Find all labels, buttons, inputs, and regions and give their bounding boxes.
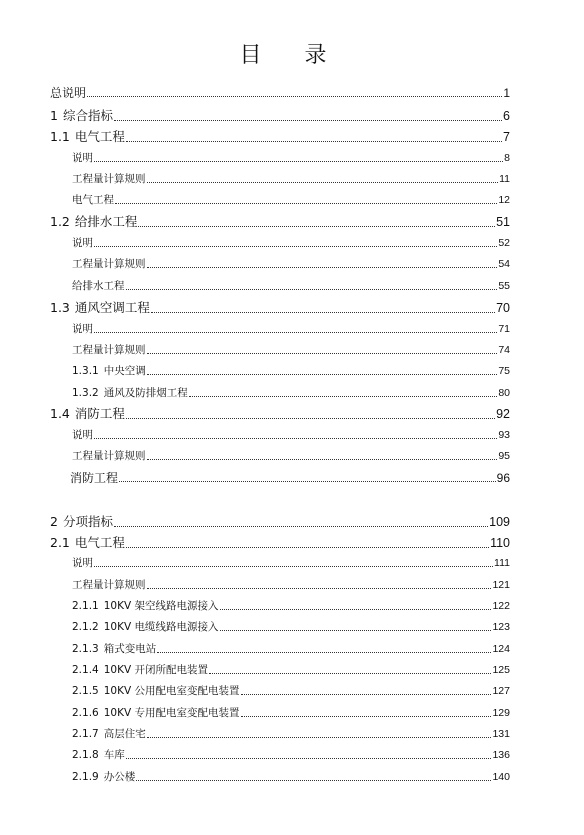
toc-entry[interactable] — [72, 281, 510, 292]
dot-leader — [220, 630, 492, 631]
toc-entry-text: 说明 — [72, 323, 93, 335]
toc-entry-page-number: 110 — [490, 536, 510, 550]
toc-entry-label — [72, 238, 93, 249]
toc-entry-number: 1.3 — [50, 300, 70, 315]
toc-entry-number: 1.3.2 — [72, 387, 99, 399]
toc-entry[interactable] — [72, 580, 510, 591]
toc-entry-text: 办公楼 — [103, 771, 136, 783]
dot-leader — [126, 289, 498, 290]
toc-entry-number: 2.1.6 — [72, 707, 99, 719]
toc-entry-text: 10KV 公用配电室变配电装置 — [103, 685, 240, 697]
toc-entry-label — [72, 259, 146, 270]
toc-entry-page-number: 12 — [498, 194, 510, 206]
toc-entry-text: 10KV 开闭所配电装置 — [103, 664, 208, 676]
toc-entry-text: 总说明 — [50, 86, 87, 100]
dot-leader — [147, 588, 492, 589]
toc-entry[interactable] — [72, 622, 510, 633]
toc-entry[interactable] — [50, 516, 510, 529]
toc-entry-page-number: 129 — [492, 707, 510, 719]
toc-entry[interactable] — [72, 153, 510, 164]
toc-entry-label — [72, 558, 93, 569]
toc-entry-text: 工程量计算规则 — [72, 344, 146, 356]
dot-leader — [94, 246, 497, 247]
toc-entry-text: 工程量计算规则 — [72, 579, 146, 591]
toc-entry[interactable] — [72, 366, 510, 377]
toc-entry-label — [72, 601, 219, 612]
toc-entry-text: 工程量计算规则 — [72, 450, 146, 462]
toc-entry[interactable] — [72, 750, 510, 761]
toc-entry[interactable] — [72, 345, 510, 356]
toc-entry-page-number: 74 — [498, 344, 510, 356]
toc-entry-page-number: 55 — [498, 280, 510, 292]
toc-entry-number: 2.1.8 — [72, 749, 99, 761]
toc-entry-text: 电气工程 — [74, 129, 125, 144]
toc-entry-page-number: 111 — [494, 557, 510, 569]
toc-entry-label — [72, 729, 146, 740]
toc-entry-number: 2.1.1 — [72, 600, 99, 612]
toc-entry-page-number: 124 — [492, 643, 510, 655]
toc-entry-label — [72, 153, 93, 164]
toc-entry-page-number: 123 — [492, 621, 510, 633]
toc-entry[interactable] — [50, 302, 510, 315]
toc-entry[interactable] — [72, 772, 510, 783]
toc-entry-label — [50, 408, 125, 421]
toc-entry-page-number: 6 — [503, 109, 510, 123]
toc-entry-text: 消防工程 — [70, 471, 119, 485]
dot-leader — [126, 758, 492, 759]
toc-entry-label — [72, 750, 125, 761]
toc-entry-page-number: 140 — [492, 771, 510, 783]
toc-entry[interactable] — [72, 729, 510, 740]
dot-leader — [147, 459, 498, 460]
toc-entry-label — [72, 174, 146, 185]
toc-entry-label — [50, 110, 113, 123]
dot-leader — [138, 226, 495, 227]
toc-entry-label — [72, 324, 93, 335]
toc-entry-number: 1.2 — [50, 214, 70, 229]
dot-leader — [151, 312, 495, 313]
toc-entry-label — [72, 281, 125, 292]
toc-entry-text: 给排水工程 — [72, 280, 125, 292]
dot-leader — [94, 161, 503, 162]
toc-entry-number: 2.1.7 — [72, 728, 99, 740]
toc-entry-text: 说明 — [72, 557, 93, 569]
dot-leader — [209, 673, 491, 674]
toc-entry-label — [50, 302, 150, 315]
toc-entry-page-number: 109 — [489, 515, 510, 529]
toc-entry[interactable] — [72, 259, 510, 270]
toc-entry-text: 电气工程 — [74, 535, 125, 550]
dot-leader — [87, 96, 502, 97]
toc-entry-number: 1 — [50, 108, 58, 123]
toc-entry-text: 车库 — [103, 749, 125, 761]
toc-entry[interactable] — [50, 110, 510, 123]
toc-entry-page-number: 8 — [504, 152, 510, 164]
dot-leader — [220, 609, 492, 610]
toc-entry[interactable] — [72, 388, 510, 399]
toc-entry-number: 2.1.3 — [72, 643, 99, 655]
dot-leader — [114, 120, 502, 121]
toc-entry-page-number: 96 — [496, 471, 510, 485]
dot-leader — [241, 716, 492, 717]
dot-leader — [126, 547, 489, 548]
dot-leader — [157, 652, 491, 653]
toc-entry-label — [72, 195, 114, 206]
dot-leader — [94, 438, 497, 439]
dot-leader — [147, 267, 498, 268]
toc-entry-page-number: 125 — [492, 664, 510, 676]
dot-leader — [147, 737, 492, 738]
toc-entry[interactable] — [50, 408, 510, 421]
toc-entry-text: 给排水工程 — [74, 214, 138, 229]
dot-leader — [241, 694, 492, 695]
toc-entry-number: 2.1.9 — [72, 771, 99, 783]
toc-entry-label — [70, 472, 118, 484]
dot-leader — [189, 396, 498, 397]
toc-entry-text: 10KV 架空线路电源接入 — [103, 600, 219, 612]
toc-entry-label — [72, 366, 146, 377]
toc-entry-text: 高层住宅 — [103, 728, 146, 740]
toc-entry-label — [50, 537, 125, 550]
dot-leader — [147, 353, 498, 354]
toc-entry[interactable] — [72, 324, 510, 335]
dot-leader — [115, 203, 497, 204]
toc-entry[interactable] — [50, 87, 510, 99]
toc-entry-text: 10KV 电缆线路电源接入 — [103, 621, 219, 633]
toc-entry-number: 2.1.5 — [72, 685, 99, 697]
toc-entry-number: 1.1 — [50, 129, 70, 144]
toc-entry-number: 1.4 — [50, 406, 70, 421]
toc-entry-label — [72, 686, 240, 697]
toc-entry-label — [50, 87, 86, 99]
dot-leader — [136, 780, 491, 781]
toc-entry[interactable] — [50, 216, 510, 229]
toc-entry-text: 分项指标 — [62, 514, 113, 529]
dot-leader — [126, 141, 502, 142]
toc-entry-label — [72, 665, 208, 676]
dot-leader — [126, 418, 495, 419]
dot-leader — [114, 526, 488, 527]
dot-leader — [119, 481, 496, 482]
toc-entry-page-number: 131 — [492, 728, 510, 740]
toc-entry[interactable] — [70, 472, 510, 484]
toc-entry-page-number: 93 — [498, 429, 510, 441]
toc-entry-page-number: 70 — [496, 301, 510, 315]
toc-entry-label — [72, 580, 146, 591]
toc-entry-label — [72, 345, 146, 356]
toc-entry-number: 2 — [50, 514, 58, 529]
page-title: 目 录 — [239, 43, 345, 68]
toc-entry-page-number: 1 — [503, 86, 510, 100]
toc-entry[interactable] — [72, 644, 510, 655]
toc-entry-page-number: 51 — [496, 215, 510, 229]
toc-entry-text: 消防工程 — [74, 406, 125, 421]
toc-entry-page-number: 95 — [498, 450, 510, 462]
toc-entry-text: 工程量计算规则 — [72, 258, 146, 270]
toc-entry[interactable] — [50, 537, 510, 550]
toc-entry-label — [72, 772, 135, 783]
toc-entry-page-number: 75 — [498, 365, 510, 377]
toc-entry-page-number: 54 — [498, 258, 510, 270]
toc-entry[interactable] — [72, 195, 510, 206]
toc-entry[interactable] — [72, 238, 510, 249]
toc-entry[interactable] — [72, 451, 510, 462]
toc-entry-label — [50, 131, 125, 144]
toc-entry-number: 2.1.4 — [72, 664, 99, 676]
toc-entry-page-number: 52 — [498, 237, 510, 249]
toc-entry-text: 箱式变电站 — [103, 643, 157, 655]
toc-entry-number: 2.1 — [50, 535, 70, 550]
toc-entry-text: 电气工程 — [72, 194, 114, 206]
toc-entry-page-number: 121 — [492, 579, 510, 591]
toc-entry[interactable] — [72, 430, 510, 441]
toc-entry-label — [50, 216, 137, 229]
toc-entry-label — [72, 388, 188, 399]
toc-entry-text: 说明 — [72, 429, 93, 441]
toc-entry[interactable] — [50, 131, 510, 144]
toc-entry-label — [72, 622, 219, 633]
toc-entry-page-number: 71 — [498, 323, 510, 335]
toc-entry-page-number: 92 — [496, 407, 510, 421]
toc-entry-number: 1.3.1 — [72, 365, 99, 377]
dot-leader — [94, 332, 497, 333]
toc-entry[interactable] — [72, 686, 510, 697]
toc-entry-page-number: 7 — [503, 130, 510, 144]
toc-entry[interactable] — [72, 601, 510, 612]
toc-entry-page-number: 11 — [499, 173, 510, 185]
toc-entry-label — [72, 430, 93, 441]
toc-entry-text: 说明 — [72, 152, 93, 164]
toc-entry-number: 2.1.2 — [72, 621, 99, 633]
toc-entry-label — [50, 516, 113, 529]
toc-entry-page-number: 127 — [492, 685, 510, 697]
toc-entry-label — [72, 708, 240, 719]
dot-leader — [147, 374, 498, 375]
toc-entry[interactable] — [72, 174, 510, 185]
toc-entry-text: 说明 — [72, 237, 93, 249]
toc-entry[interactable] — [72, 558, 510, 569]
toc-entry[interactable] — [72, 708, 510, 719]
toc-entry-label — [72, 451, 146, 462]
toc-entry-page-number: 80 — [498, 387, 510, 399]
toc-entry-text: 工程量计算规则 — [72, 173, 146, 185]
toc-entry-text: 综合指标 — [62, 108, 113, 123]
toc-entry-page-number: 122 — [492, 600, 510, 612]
toc-entry-text: 通风及防排烟工程 — [103, 387, 188, 399]
toc-entry-text: 通风空调工程 — [74, 300, 150, 315]
toc-entry[interactable] — [72, 665, 510, 676]
toc-entry-text: 中央空调 — [103, 365, 146, 377]
dot-leader — [94, 566, 493, 567]
toc-entry-page-number: 136 — [492, 749, 510, 761]
dot-leader — [147, 182, 499, 183]
toc-entry-text: 10KV 专用配电室变配电装置 — [103, 707, 240, 719]
toc-entry-label — [72, 644, 156, 655]
